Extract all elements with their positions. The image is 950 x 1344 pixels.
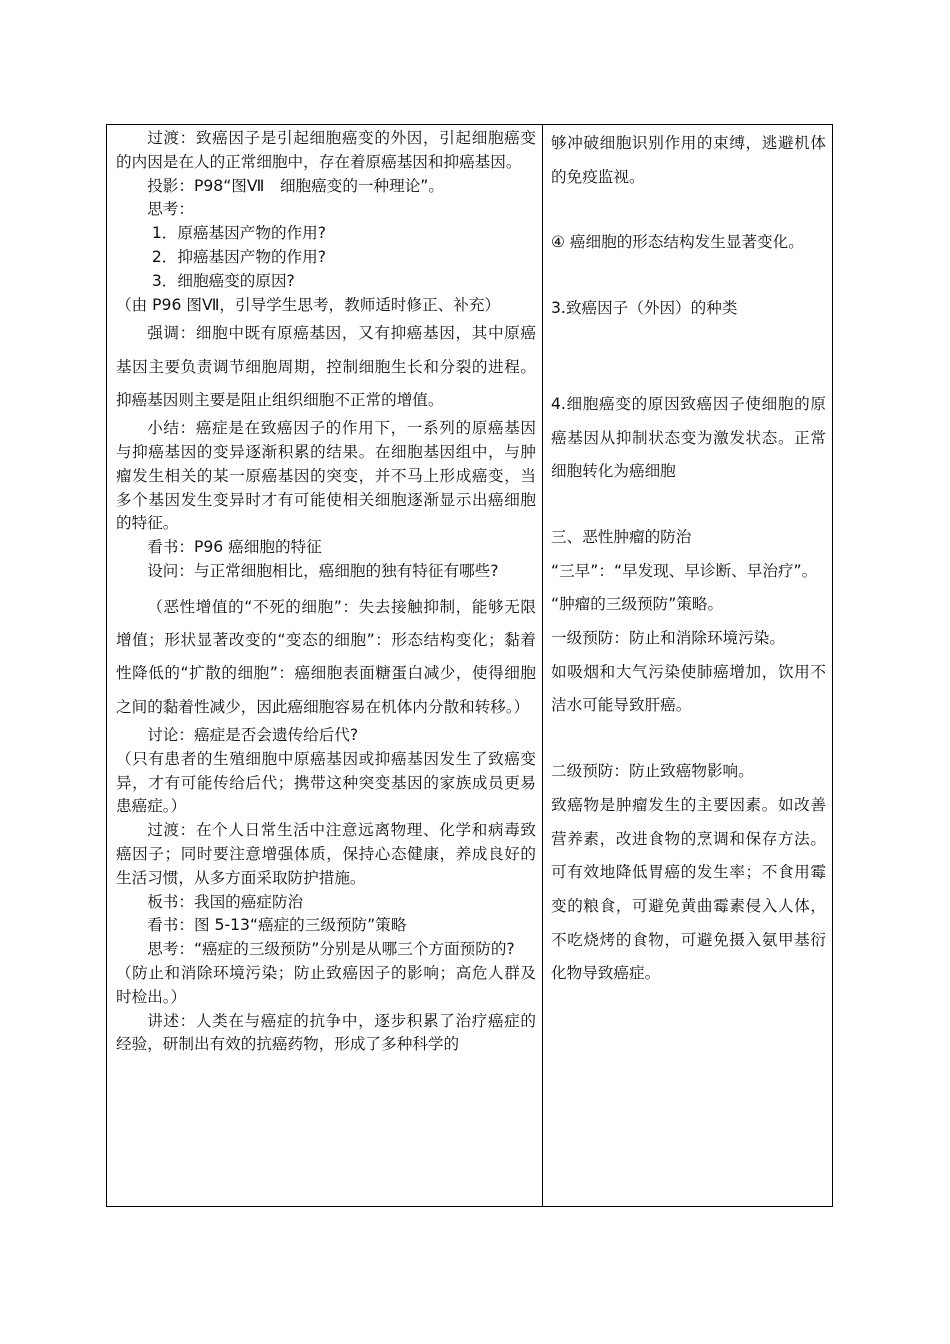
- question-1: 1．原癌基因产物的作用?: [151, 224, 327, 243]
- teacher-activity-column: [107, 125, 543, 1206]
- morphology-change-text: ④ 癌细胞的形态结构发生显著变化。: [551, 233, 804, 252]
- cancer-cause-text: 4.细胞癌变的原因致癌因子使细胞的原癌基因从抑制状态变为激发状态。正常细胞转化为癌细胞: [551, 394, 826, 481]
- emphasis-paragraph: 强调：细胞中既有原癌基因，又有抑癌基因，其中原癌基因主要负责调节细胞周期，控制细胞生长和分裂的进程。抑癌基因则主要是阻止组织细胞不正常的增值。: [116, 324, 536, 409]
- immune-escape-text: 够冲破细胞识别作用的束缚，逃避机体的免疫监视。: [551, 134, 826, 186]
- discussion-answer: （只有患者的生殖细胞中原癌基因或抑癌基因发生了致癌变异，才有可能传给后代；携带这种突变基因的家族成员更易患癌症。）: [116, 749, 536, 816]
- three-early-text: “三早”：“早发现、早诊断、早治疗”。: [551, 561, 818, 580]
- guidance-note: （由 P96 图Ⅶ，引导学生思考，教师适时修正、补充）: [116, 295, 501, 314]
- summary-paragraph: 小结：癌症是在致癌因子的作用下，一系列的原癌基因与抑癌基因的变异逐渐积累的结果。在细胞基因组中，与肿瘤发生相关的某一原癌基因的突变，并不马上形成癌变，当多个基因发生变异时才有可能使相关细胞逐渐显示出癌细胞的特征。: [116, 419, 536, 533]
- discussion-paragraph: 讨论：癌症是否会遗传给后代?: [147, 726, 359, 745]
- primary-prevention-example: 如吸烟和大气污染使肺癌增加，饮用不洁水可能导致肝癌。: [551, 662, 826, 715]
- cancer-features-answer: （恶性增值的“不死的细胞”：失去接触抑制，能够无限增值；形状显著改变的“变态的细胞”：形态结构变化；黏着性降低的“扩散的细胞”：癌细胞表面糖蛋白减少，使得细胞之间的黏着性减少，因此癌细胞容易在机体内分散和转移。）: [116, 597, 536, 716]
- transition-paragraph-2: 过渡：在个人日常生活中注意远离物理、化学和病毒致癌因子；同时要注意增强体质，保持心态健康，养成良好的生活习惯，从多方面采取防护措施。: [116, 821, 536, 887]
- lesson-plan-table: [106, 124, 833, 1207]
- three-level-strategy: “肿瘤的三级预防”策略。: [551, 595, 724, 614]
- section-heading-prevention: 三、恶性肿瘤的防治: [551, 527, 692, 546]
- question-paragraph: 设问：与正常细胞相比，癌细胞的独有特征有哪些?: [147, 562, 499, 581]
- think-answer: （防止和消除环境污染；防止致癌因子的影响；高危人群及时检出。）: [116, 964, 536, 1006]
- think-label: 思考：: [147, 200, 194, 219]
- reading-paragraph: 看书：P96 癌细胞的特征: [147, 538, 322, 557]
- transition-paragraph: 过渡：致癌因子是引起细胞癌变的外因，引起细胞癌变的内因是在人的正常细胞中，存在着原癌基因和抑癌基因。: [116, 129, 536, 171]
- reading-paragraph-2: 看书：图 5-13“癌症的三级预防”策略: [147, 916, 407, 935]
- carcinogen-types-heading: 3.致癌因子（外因）的种类: [551, 299, 738, 318]
- board-writing: 板书：我国的癌症防治: [147, 892, 304, 911]
- secondary-prevention: 二级预防：防止致癌物影响。: [551, 762, 754, 781]
- lecture-paragraph: 讲述：人类在与癌症的抗争中，逐步积累了治疗癌症的经验，研制出有效的抗癌药物，形成了多种科学的: [116, 1011, 536, 1054]
- question-2: 2．抑癌基因产物的作用?: [151, 247, 327, 266]
- think-paragraph: 思考：“癌症的三级预防”分别是从哪三个方面预防的?: [147, 940, 515, 959]
- secondary-prevention-detail: 致癌物是肿瘤发生的主要因素。如改善营养素，改进食物的烹调和保存方法。可有效地降低胃癌的发生率；不食用霉变的粮食，可避免黄曲霉素侵入人体，不吃烧烤的食物，可避免摄入氨甲基衍化物导致癌症。: [551, 795, 826, 983]
- question-3: 3．细胞癌变的原因?: [151, 271, 295, 290]
- primary-prevention: 一级预防：防止和消除环境污染。: [551, 629, 785, 648]
- student-activity-column: [543, 125, 832, 1206]
- projection-paragraph: 投影：P98“图Ⅶ 细胞癌变的一种理论”。: [147, 176, 444, 195]
